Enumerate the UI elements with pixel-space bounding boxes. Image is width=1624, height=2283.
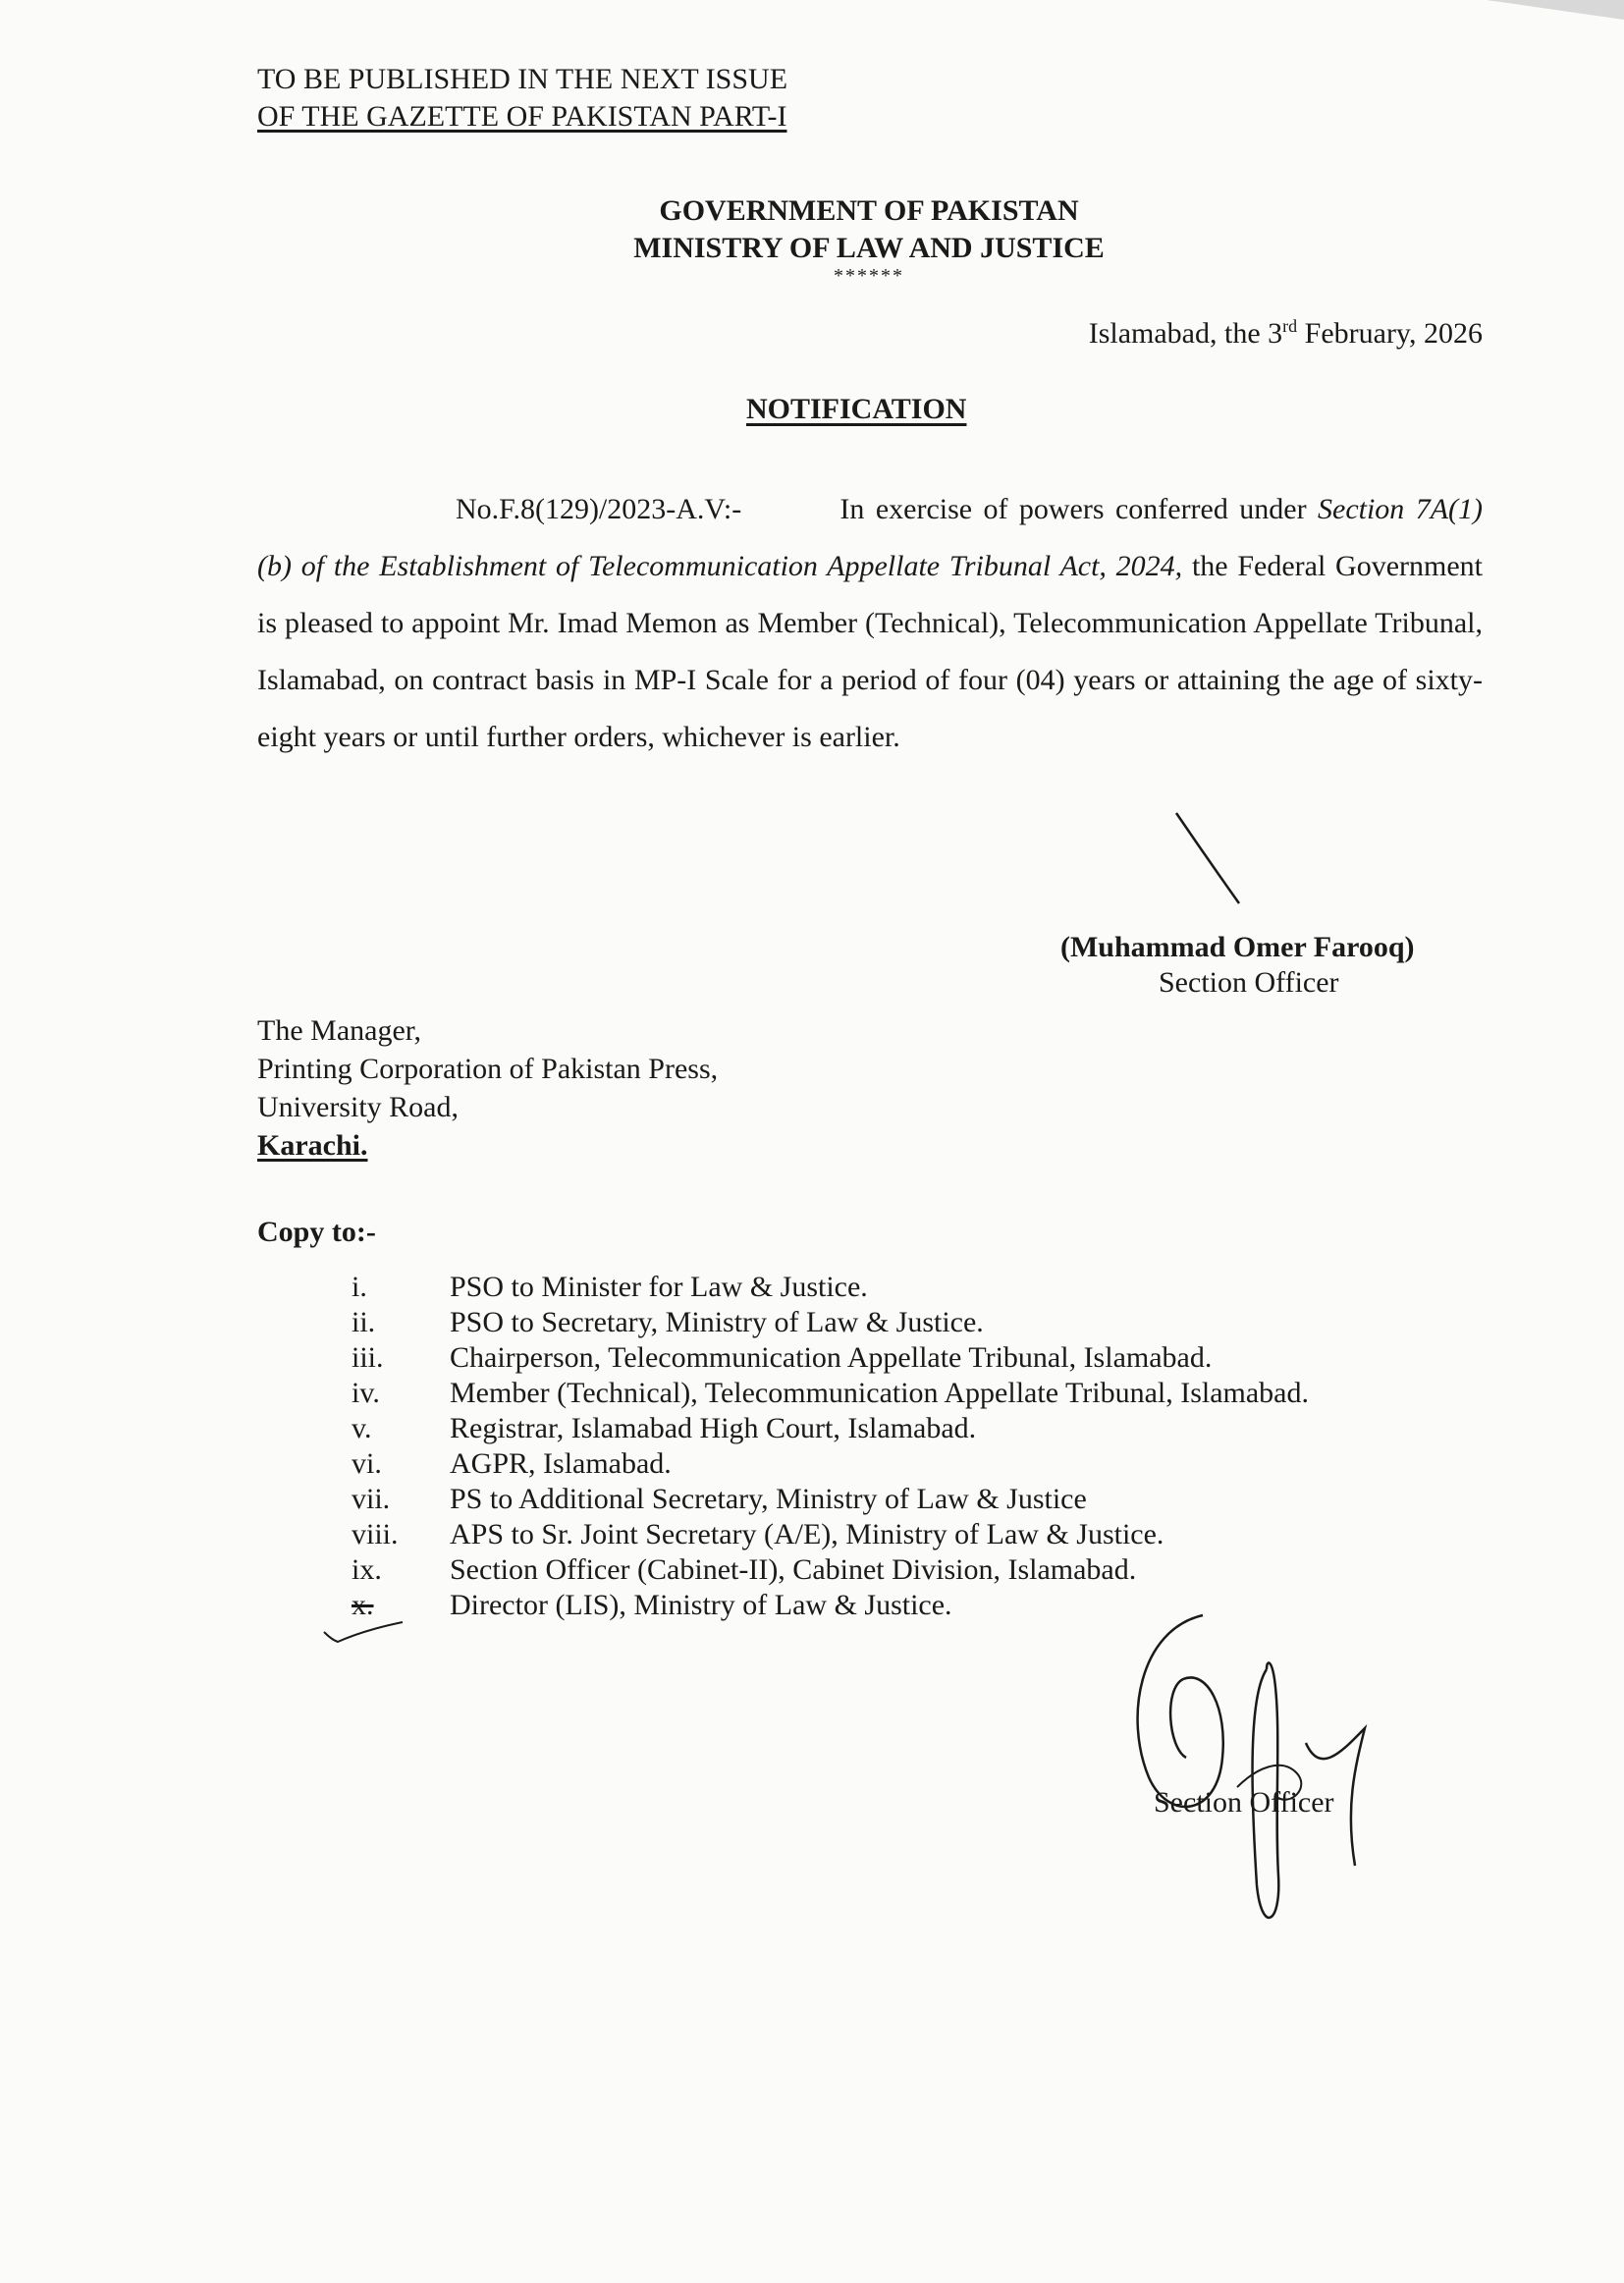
copy-item-number: ii. <box>352 1306 376 1338</box>
government-heading: GOVERNMENT OF PAKISTAN <box>659 194 1079 227</box>
gazette-line-2: OF THE GAZETTE OF PAKISTAN PART-I <box>257 100 787 133</box>
officer-designation: Section Officer <box>1159 966 1339 999</box>
notification-body <box>257 481 1483 766</box>
copy-item <box>352 1270 1309 1305</box>
copy-item-number: iii. <box>352 1341 384 1374</box>
copy-item-text: AGPR, Islamabad. <box>450 1447 672 1480</box>
signature-with-stamp <box>1110 1610 1404 1934</box>
copy-item <box>352 1446 1309 1482</box>
copy-item-text: Section Officer (Cabinet-II), Cabinet Division, Islamabad. <box>450 1553 1137 1586</box>
heading-stars: ****** <box>834 265 904 287</box>
copy-item-text: PSO to Minister for Law & Justice. <box>450 1271 868 1303</box>
copy-to-heading: Copy to:- <box>257 1216 376 1248</box>
officer-name: (Muhammad Omer Farooq) <box>1060 931 1415 963</box>
stamp-text: Section Officer <box>1154 1786 1334 1819</box>
initial-mark <box>1168 805 1247 913</box>
copy-item-number: iv. <box>352 1377 380 1409</box>
copy-to-list <box>352 1270 1309 1623</box>
copy-item <box>352 1552 1309 1588</box>
copy-item <box>352 1482 1309 1517</box>
addressee-city: Karachi. <box>257 1129 368 1162</box>
body-text: the Federal Government is pleased to appoint Mr. Imad Memon as Member (Technical), Telecommunication Appellate Tribunal, Islamabad, on contract basis in MP-I Scale for a period of four (04) years or attaining the age of sixty-eight years or until further orders, whichever is earlier. <box>257 550 1484 753</box>
copy-item <box>352 1340 1309 1376</box>
tick-mark <box>320 1620 408 1650</box>
reference-number: No.F.8(129)/2023-A.V:- <box>456 493 742 525</box>
copy-item-text: APS to Sr. Joint Secretary (A/E), Ministry of Law & Justice. <box>450 1518 1164 1550</box>
copy-item-number: vi. <box>352 1447 382 1480</box>
copy-item-number: i. <box>352 1271 367 1303</box>
copy-item-number: viii. <box>352 1518 399 1550</box>
letterhead <box>550 192 1188 267</box>
page-corner-shadow <box>1487 0 1624 20</box>
copy-item <box>352 1305 1309 1340</box>
gazette-note <box>257 61 787 136</box>
copy-item-text: Director (LIS), Ministry of Law & Justice. <box>450 1589 952 1621</box>
act-citation: Section 7A(1)(b) of the Establishment of Telecommunication Appellate Tribunal Act, 2024, <box>257 493 1484 582</box>
addressee-line-2: Printing Corporation of Pakistan Press, <box>257 1053 719 1085</box>
copy-item <box>352 1376 1309 1411</box>
copy-item-number: x. <box>352 1589 374 1621</box>
notification-title: NOTIFICATION <box>746 393 967 425</box>
copy-item <box>352 1517 1309 1552</box>
addressee-line-3: University Road, <box>257 1091 459 1123</box>
copy-item-number: ix. <box>352 1553 382 1586</box>
copy-item <box>352 1411 1309 1446</box>
date-line <box>1089 316 1483 351</box>
body-intro: In exercise of powers conferred under <box>839 493 1307 525</box>
date-rest: February, 2026 <box>1297 317 1483 350</box>
copy-item-text: Member (Technical), Telecommunication Appellate Tribunal, Islamabad. <box>450 1377 1309 1409</box>
copy-item-number: v. <box>352 1412 372 1444</box>
date-suffix: rd <box>1282 316 1298 336</box>
addressee-block <box>257 1011 718 1165</box>
copy-item-text: Chairperson, Telecommunication Appellate Tribunal, Islamabad. <box>450 1341 1213 1374</box>
copy-item-text: PSO to Secretary, Ministry of Law & Justice. <box>450 1306 984 1338</box>
copy-item-number: vii. <box>352 1483 391 1515</box>
addressee-line-1: The Manager, <box>257 1014 422 1047</box>
gazette-line-1: TO BE PUBLISHED IN THE NEXT ISSUE <box>257 63 788 95</box>
copy-item-text: Registrar, Islamabad High Court, Islamabad. <box>450 1412 977 1444</box>
ministry-heading: MINISTRY OF LAW AND JUSTICE <box>633 232 1105 264</box>
date-prefix: Islamabad, the 3 <box>1088 317 1283 350</box>
copy-item-text: PS to Additional Secretary, Ministry of Law & Justice <box>450 1483 1087 1515</box>
